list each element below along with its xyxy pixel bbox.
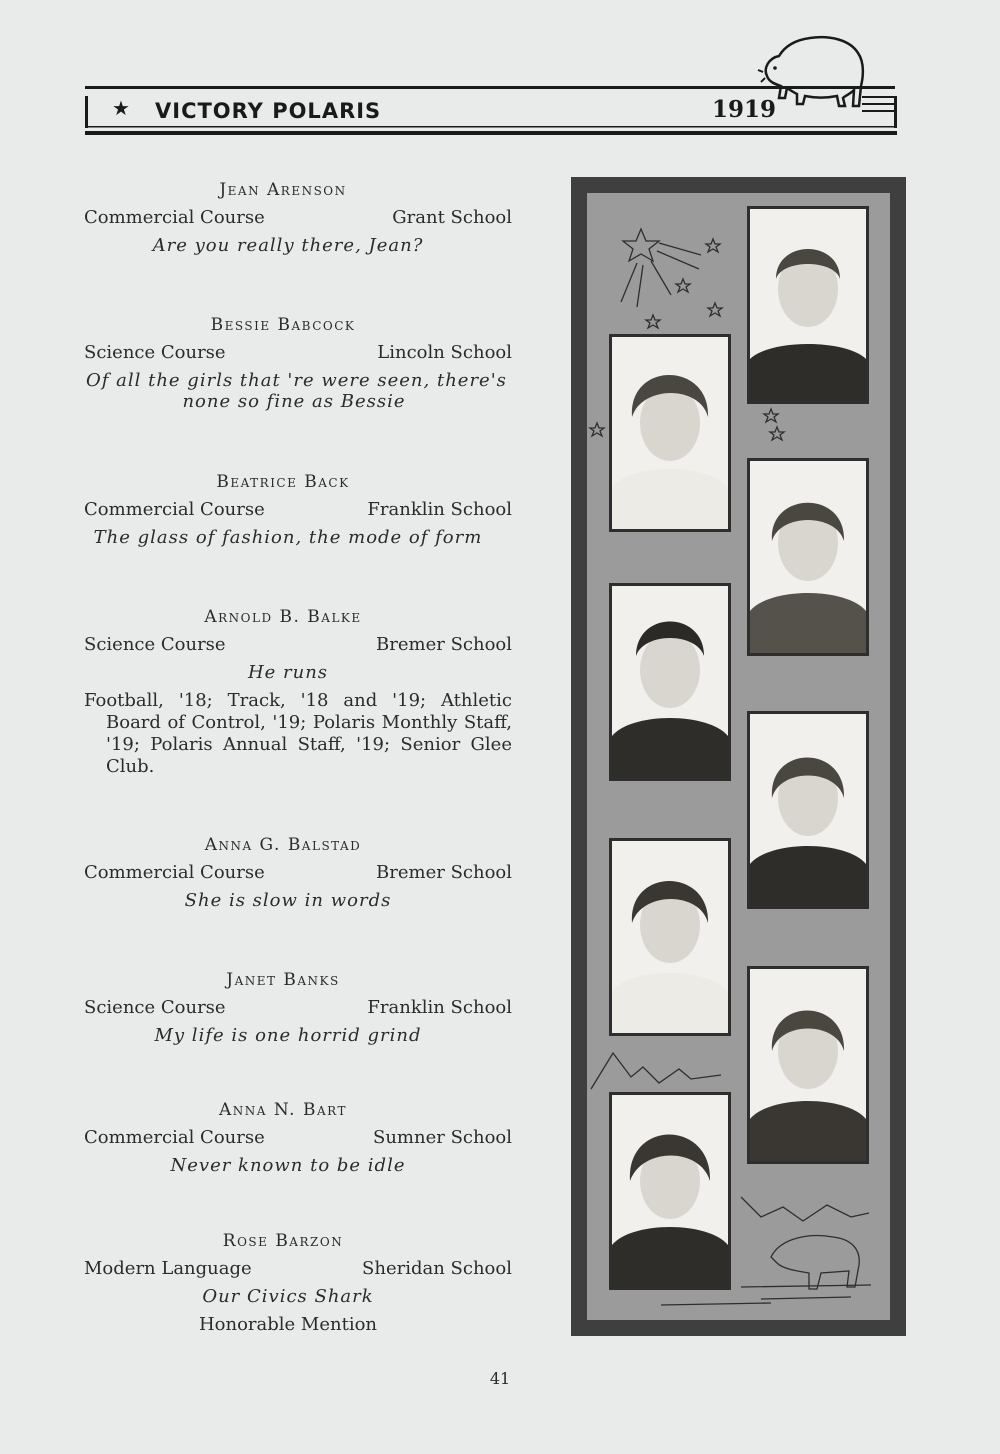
motto: She is slow in words <box>184 890 392 911</box>
entry-anna-balstad <box>84 834 512 912</box>
motto-line-1: Of all the girls that 're were seen, there's <box>86 370 507 391</box>
honor-note: Honorable Mention <box>198 1314 378 1335</box>
portrait-photo <box>609 583 731 781</box>
school: Bremer School <box>376 634 512 655</box>
entry-janet-banks <box>84 969 512 1047</box>
portrait-photo <box>609 334 731 532</box>
school: Franklin School <box>367 499 512 520</box>
portrait-photo <box>609 838 731 1036</box>
motto: The glass of fashion, the mode of form <box>93 527 483 548</box>
course: Science Course <box>84 997 226 1018</box>
course: Commercial Course <box>84 499 265 520</box>
student-name: Anna N. Bart <box>219 1100 347 1120</box>
entry-jean-arenson <box>84 179 512 257</box>
yearbook-title: VICTORY POLARIS <box>155 99 382 123</box>
student-name: Beatrice Back <box>216 472 350 492</box>
entry-beatrice-back <box>84 471 512 549</box>
school: Sheridan School <box>362 1258 512 1279</box>
course: Modern Language <box>84 1258 252 1279</box>
school: Sumner School <box>373 1127 512 1148</box>
portrait-photo <box>747 711 869 909</box>
entry-anna-bart <box>84 1099 512 1177</box>
student-name: Rose Barzon <box>222 1231 344 1251</box>
page-number: 41 <box>489 1369 511 1388</box>
school: Grant School <box>392 207 512 228</box>
course: Commercial Course <box>84 862 265 883</box>
student-name: Anna G. Balstad <box>204 835 362 855</box>
motto: My life is one horrid grind <box>154 1025 422 1046</box>
motto-line-2: none so fine as Bessie <box>182 391 406 412</box>
yearbook-year: 1919 <box>712 96 777 123</box>
portrait-photo <box>747 206 869 404</box>
course: Science Course <box>84 634 226 655</box>
student-name: Bessie Babcock <box>210 315 356 335</box>
motto: Are you really there, Jean? <box>152 235 424 256</box>
student-name: Janet Banks <box>226 970 340 990</box>
school: Lincoln School <box>377 342 512 363</box>
motto: He runs <box>247 662 329 683</box>
portrait-photo <box>747 458 869 656</box>
portrait-photo <box>747 966 869 1164</box>
motto <box>84 370 512 412</box>
entry-rose-barzon <box>84 1230 512 1336</box>
motto: Our Civics Shark <box>202 1286 374 1307</box>
motto: Never known to be idle <box>170 1155 406 1176</box>
entry-bessie-babcock <box>84 314 512 412</box>
portrait-panel <box>571 177 906 1336</box>
school: Franklin School <box>367 997 512 1018</box>
student-name: Arnold B. Balke <box>204 607 362 627</box>
course: Science Course <box>84 342 226 363</box>
school: Bremer School <box>376 862 512 883</box>
portrait-photo <box>609 1092 731 1290</box>
entry-arnold-balke <box>84 606 512 778</box>
student-name: Jean Arenson <box>219 180 347 200</box>
star-icon: ★ <box>112 96 130 120</box>
course: Commercial Course <box>84 1127 265 1148</box>
activities: Football, '18; Track, '18 and '19; Athletic Board of Control, '19; Polaris Monthly Staff, '19; Polaris Annual Staff, '19; Senior Glee Club. <box>84 690 512 777</box>
course: Commercial Course <box>84 207 265 228</box>
